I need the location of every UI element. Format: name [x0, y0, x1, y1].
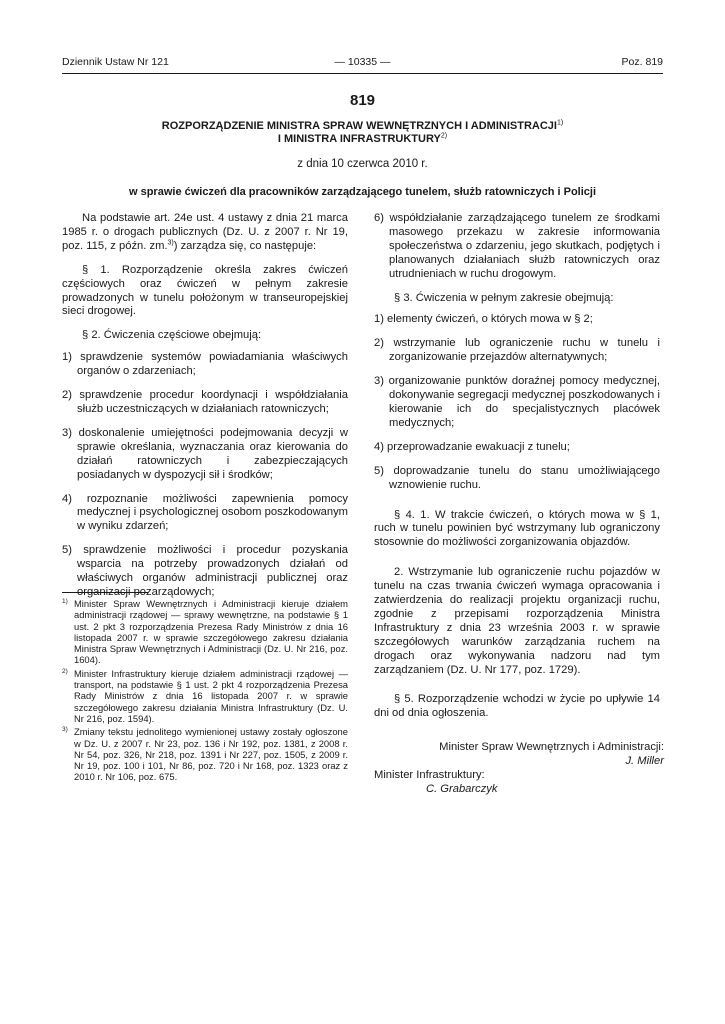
title-line-2: I MINISTRA INFRASTRUKTURY [277, 133, 441, 145]
header-rule [62, 73, 663, 74]
document-subject: w sprawie ćwiczeń dla pracowników zarządzającego tunelem, służb ratowniczych i Policji [128, 186, 597, 198]
right-column [374, 212, 660, 721]
document-title [62, 120, 663, 146]
title-footnote-ref-1: 1) [556, 119, 564, 127]
page-header [62, 56, 663, 70]
paragraph-4-2: 2. Wstrzymanie lub ograniczenie ruchu pojazdów w tunelu na czas trwania ćwiczeń wymaga opracowania i zatwierdzenia do realizacji projektu organizacji ruchu, zgodnie z przepisami rozporządzenia Ministra Infrastruktury z dnia 23 września 2003 r. w sprawie szczegółowych warunków zarządzania ruchem na drogach oraz wykonywania nadzoru nad tym zarządzaniem (Dz. U. Nr 177, poz. 1729). [374, 566, 660, 676]
list-item: 5) doprowadzanie tunelu do stanu umożliwiającego wznowienie ruchu. [374, 464, 660, 491]
footnote: 1) Minister Spraw Wewnętrznych i Administracji kieruje działem administracji rządowej — sprawy wewnętrzne, na podstawie § 1 ust. 2 pkt 3 rozporządzenia Prezesa Rady Ministrów z dnia 16 listopada 2007 r. w sprawie szczegółowego zakresu działania Ministra Spraw Wewnętrznych i Administracji (Dz. U. Nr 216, poz. 1604). [62, 598, 348, 666]
list-item: 2) wstrzymanie lub ograniczenie ruchu w tunelu i zorganizowanie przejazdów alternatywnych; [374, 337, 660, 364]
title-line-1: ROZPORZĄDZENIE MINISTRA SPRAW WEWNĘTRZNYCH I ADMINISTRACJI [161, 120, 557, 132]
list-item: 2) sprawdzenie procedur koordynacji i współdziałania służb uczestniczących w działaniach ratowniczych; [62, 389, 348, 415]
list-item: 4) rozpoznanie możliwości zapewnienia pomocy medycznej i psychologicznej osobom poszkodowanym w wyniku zdarzeń; [62, 492, 348, 533]
paragraph-3-heading: § 3. Ćwiczenia w pełnym zakresie obejmują: [394, 291, 614, 304]
footnote-rule [62, 592, 148, 593]
minister-1-name: J. Miller [625, 754, 664, 767]
footnote: 3) Zmiany tekstu jednolitego wymienionej ustawy zostały ogłoszone w Dz. U. z 2007 r. Nr 23, poz. 136 i Nr 192, poz. 1381, z 2008 r. Nr 54, poz. 326, Nr 218, poz. 1391 i Nr 227, poz. 1505, z 2009 r. Nr 19, poz. 100 i 101, Nr 86, poz. 720 i Nr 168, poz. 1323 oraz z 2010 r. Nr 106, poz. 675. [62, 726, 348, 783]
paragraph-4-1: § 4. 1. W trakcie ćwiczeń, o których mowa w § 1, ruch w tunelu powinien być wstrzymany lub ograniczony stosownie do możliwości zorganizowania objazdów. [374, 508, 660, 549]
list-item: 6) współdziałanie zarządzającego tunelem ze środkami masowego przekazu w zakresie informowania społeczeństwa o zdarzeniu, jego skutkach, podjętych i planowanych działaniach służb ratowniczych oraz utrudnieniach w ruchu drogowym. [374, 212, 660, 280]
paragraph-1: § 1. Rozporządzenie określa zakres ćwiczeń częściowych oraz ćwiczeń w pełnym zakresie prowadzonych w tunelu położonym w transeuropejskiej sieci drogowej. [62, 263, 348, 318]
minister-1-title: Minister Spraw Wewnętrznych i Administracji: [439, 741, 664, 753]
list-item: 1) sprawdzenie systemów powiadamiania właściwych organów o zdarzeniach; [62, 351, 348, 378]
page-number: — 10335 — [334, 56, 391, 68]
paragraph-5: § 5. Rozporządzenie wchodzi w życie po upływie 14 dni od dnia ogłoszenia. [374, 693, 660, 720]
position-number: Poz. 819 [621, 56, 663, 68]
list-item: 4) przeprowadzanie ewakuacji z tunelu; [374, 440, 570, 453]
list-item: 1) elementy ćwiczeń, o których mowa w § 2; [374, 313, 593, 326]
document-date: z dnia 10 czerwca 2010 r. [297, 158, 428, 170]
list-item: 3) organizowanie punktów doraźnej pomocy medycznej, dokonywanie segregacji medycznej poszkodowanych i kierowanie ich do specjalistycznych placówek medycznych; [374, 375, 660, 429]
paragraph-2-heading: § 2. Ćwiczenia częściowe obejmują: [82, 329, 262, 342]
left-column [62, 212, 348, 600]
title-footnote-ref-2: 2) [440, 132, 448, 140]
intro-footnote-ref: 3) [167, 239, 174, 247]
journal-name: Dziennik Ustaw Nr 121 [62, 56, 169, 68]
footnote: 2) Minister Infrastruktury kieruje działem administracji rządowej — transport, na podstawie § 1 ust. 2 pkt 4 rozporządzenia Prezesa Rady Ministrów z dnia 16 listopada 2007 r. w sprawie szczegółowego zakresu działania Ministra Infrastruktury (Dz. U. Nr 216, poz. 1594). [62, 667, 348, 724]
list-item: 3) doskonalenie umiejętności podejmowania decyzji w sprawie określania, wyznaczania oraz kierowania do działań ratowniczych i zabezpieczających posiadanych w dyspozycji sił i środków; [62, 426, 348, 481]
footnotes [62, 598, 348, 785]
minister-2-name: C. Grabarczyk [426, 782, 498, 795]
minister-2-title: Minister Infrastruktury: [374, 768, 485, 781]
list-item: 5) sprawdzenie możliwości i procedur pozyskania wsparcia na potrzeby prowadzonych działań od właściwych organów administracji publicznej oraz organizacji pozarządowych; [62, 544, 348, 598]
legal-basis: Na podstawie art. 24e ust. 4 ustawy z dnia 21 marca 1985 r. o drogach publicznych (Dz. U. z 2007 r. Nr 19, poz. 115, z późn. zm.$^{3)}$) zarządza się, co następuje: [62, 212, 348, 252]
signatures [374, 741, 664, 797]
document-number: 819 [349, 92, 376, 109]
